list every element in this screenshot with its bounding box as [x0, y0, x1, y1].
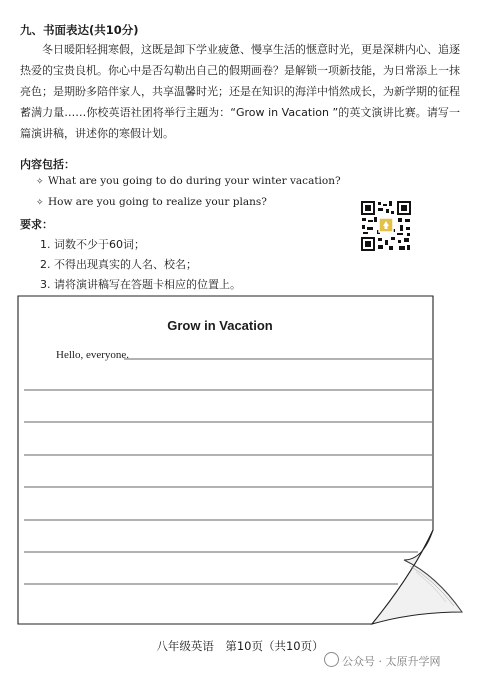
wechat-icon [324, 652, 339, 667]
diamond-bullet-icon: ✧ [36, 177, 44, 187]
requirements-heading: 要求： [20, 218, 53, 231]
answer-sheet-title: Grow in Vacation [167, 318, 273, 333]
content-heading: 内容包括： [20, 158, 75, 171]
requirement-item: 2. 不得出现真实的人名、校名； [40, 258, 197, 271]
page-footer: 八年级英语 第10页（共10页） [156, 639, 324, 653]
greeting-text: Hello, everyone. [56, 349, 129, 361]
watermark-text: 公众号 · 太原升学网 [342, 655, 441, 668]
question-text: What are you going to do during your winter vacation? [48, 175, 341, 187]
requirement-item: 3. 请将演讲稿写在答题卡相应的位置上。 [40, 278, 241, 291]
watermark [324, 652, 441, 669]
section-title: 九、书面表达(共10分) [20, 23, 139, 37]
question-text: How are you going to realize your plans? [48, 196, 267, 208]
requirement-item: 1. 词数不少于60词； [40, 238, 145, 251]
intro-text: 冬日暖阳轻拥寒假，这既是卸下学业疲惫、慢享生活的惬意时光，更是深耕内心、追逐热爱的宝贵良机。你心中是否勾勒出自己的假期画卷？是解锁一项新技能，为日常添上一抹亮色；是期盼多陪伴家人，共享温馨时光；还是在知识的海洋中悄然成长，为新学期的征程蓄满力量……你校英语社团将举行主题为：“Grow in Vacation ”的英文演讲比赛。请写一篇演讲稿，讲述你的寒假计划。 [20, 43, 460, 140]
diamond-bullet-icon: ✧ [36, 198, 44, 208]
